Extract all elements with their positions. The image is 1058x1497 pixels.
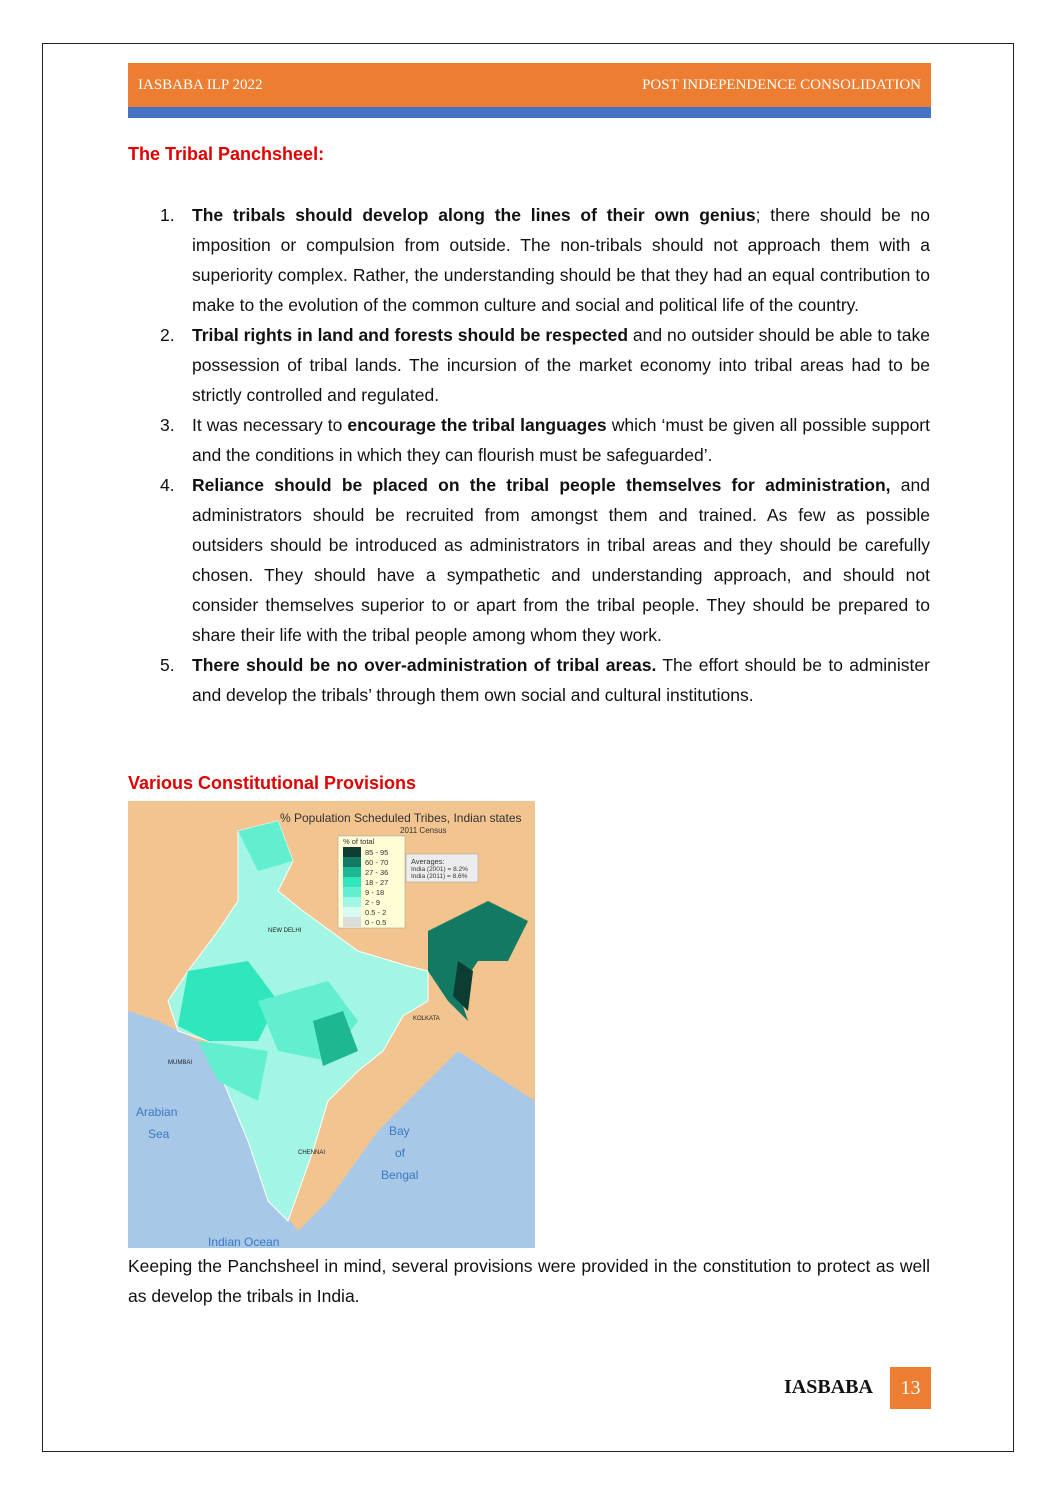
legend-label: 85 - 95: [365, 848, 389, 857]
item-text: which ‘must be given all possible support and the conditions in which they can flourish must be safeguarded’.: [192, 415, 930, 465]
item-pre: It was necessary to: [192, 415, 348, 435]
header-right: POST INDEPENDENCE CONSOLIDATION: [642, 77, 921, 93]
legend-swatch: [343, 887, 361, 897]
item-bold: Reliance should be placed on the tribal people themselves for administration,: [192, 475, 891, 495]
list-item: [160, 650, 930, 710]
header-left: IASBABA ILP 2022: [138, 77, 263, 93]
page-number: 13: [890, 1367, 931, 1409]
legend-title: % of total: [343, 837, 375, 846]
label-bengal: Bengal: [381, 1168, 419, 1182]
header-stripe: [128, 107, 931, 118]
legend-label: 18 - 27: [365, 878, 389, 887]
legend-swatch: [343, 897, 361, 907]
legend-swatch: [343, 877, 361, 887]
legend-swatch: [343, 847, 361, 857]
legend-swatch: [343, 907, 361, 917]
item-bold: There should be no over-administration of tribal areas.: [192, 655, 657, 675]
label-bay: Bay: [389, 1124, 410, 1138]
item-number: 2.: [160, 325, 175, 345]
label-kolkata: KOLKATA: [413, 1016, 440, 1022]
st-population-map: [128, 801, 535, 1248]
section-title-panchsheel: The Tribal Panchsheel:: [128, 144, 325, 164]
legend-label: 2 - 9: [365, 898, 381, 907]
legend-label: 27 - 36: [365, 868, 389, 877]
item-text: and no outsider should be able to take possession of tribal lands. The incursion of the market economy into tribal areas had to be strictly controlled and regulated.: [192, 325, 930, 405]
map-title: % Population Scheduled Tribes, Indian states: [280, 811, 522, 825]
item-number: 3.: [160, 415, 175, 435]
section-title-provisions: Various Constitutional Provisions: [128, 773, 417, 793]
item-text: ; there should be no imposition or compulsion from outside. The non-tribals should not approach them with a superiority complex. Rather, the understanding should be that they had an equal contribution to make to the evolution of the common culture and social and political life of the country.: [192, 205, 931, 315]
legend-swatch: [343, 867, 361, 877]
legend-label: 0 - 0.5: [365, 918, 387, 927]
label-delhi: NEW DELHI: [268, 928, 302, 934]
item-bold: Tribal rights in land and forests should be respected: [192, 325, 629, 345]
list-item: [160, 320, 930, 410]
legend-label: 0.5 - 2: [365, 908, 387, 917]
legend-swatch: [343, 917, 361, 927]
item-bold: The tribals should develop along the lines of their own genius: [192, 205, 756, 225]
panchsheel-list: [160, 200, 930, 710]
item-number: 1.: [160, 205, 175, 225]
average-2011: India (2011) = 8.6%: [411, 873, 468, 880]
label-of: of: [395, 1146, 406, 1160]
map-subtitle: 2011 Census: [400, 826, 447, 835]
item-number: 5.: [160, 655, 175, 675]
list-item: [160, 410, 930, 470]
label-indian-ocean: Indian Ocean: [208, 1235, 280, 1248]
item-number: 4.: [160, 475, 175, 495]
label-chennai: CHENNAI: [298, 1150, 326, 1156]
label-arabian: Arabian: [136, 1105, 178, 1119]
legend-label: 60 - 70: [365, 858, 389, 867]
averages-title: Averages:: [411, 857, 445, 866]
header-bar: [128, 63, 931, 107]
label-mumbai: MUMBAI: [168, 1060, 192, 1066]
average-2001: India (2001) = 8.2%: [411, 866, 468, 873]
footer-brand: IASBABA: [784, 1376, 873, 1398]
body-paragraph: Keeping the Panchsheel in mind, several provisions were provided in the constitution to protect as well as develop the tribals in India.: [128, 1256, 930, 1306]
item-text: The effort should be to administer and develop the tribals’ through them own social and cultural institutions.: [192, 655, 930, 705]
legend-label: 9 - 18: [365, 888, 385, 897]
label-sea: Sea: [148, 1127, 170, 1141]
item-bold: encourage the tribal languages: [347, 415, 607, 435]
list-item: [160, 470, 930, 650]
item-text: and administrators should be recruited from amongst them and trained. As few as possible outsiders should be introduced as administrators in tribal areas and they should be carefully chosen. They should have a sympathetic and understanding approach, and should not consider themselves superior to or apart from the tribal people. They should be prepared to share their life with the tribal people among whom they work.: [192, 475, 930, 645]
list-item: [160, 200, 930, 320]
legend-swatch: [343, 857, 361, 867]
